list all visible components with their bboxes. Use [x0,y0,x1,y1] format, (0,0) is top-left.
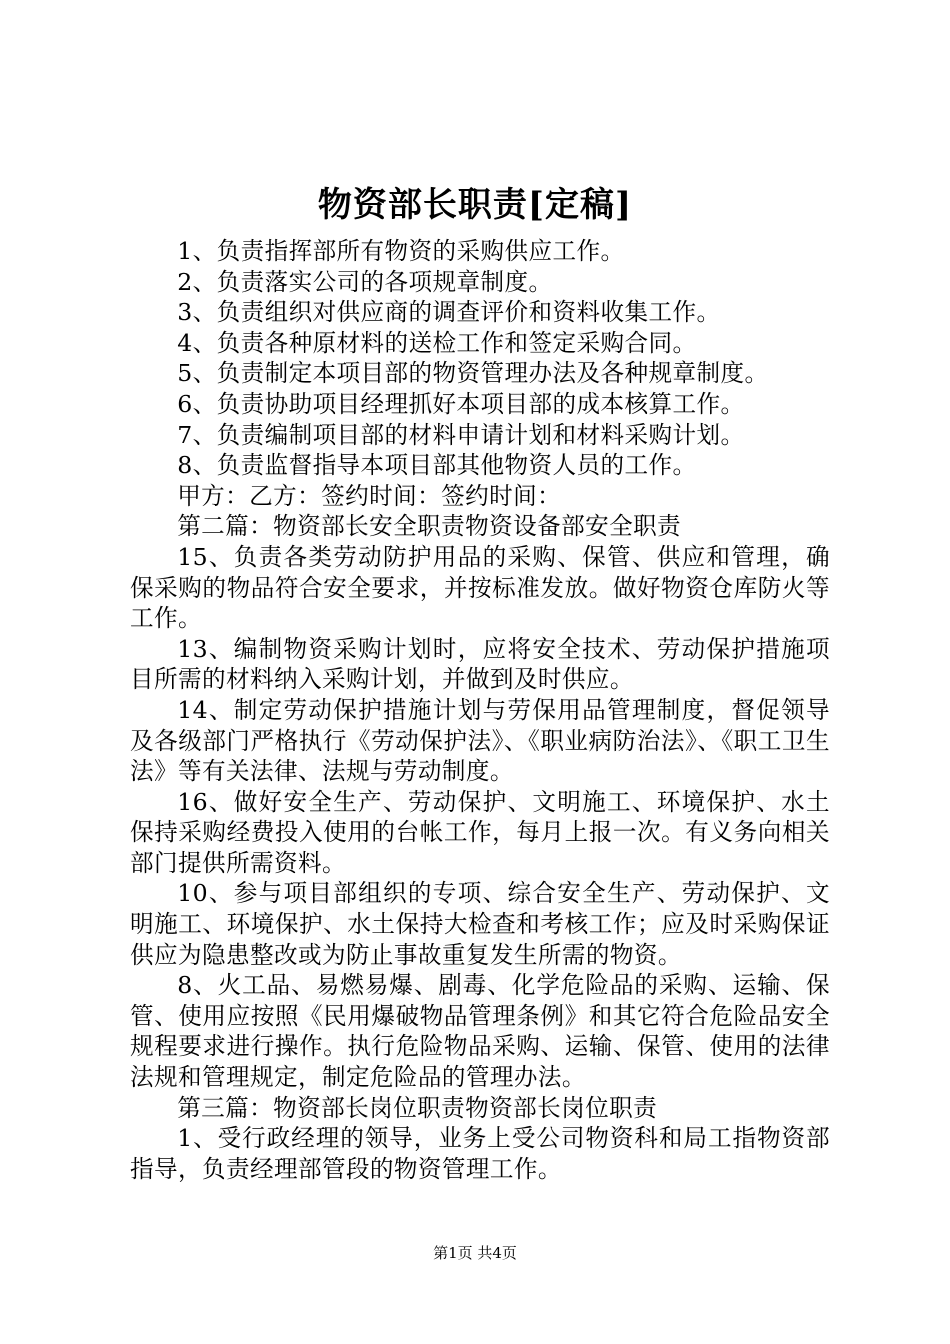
paragraph: 1、受行政经理的领导，业务上受公司物资科和局工指物资部指导，负责经理部管段的物资管理工作。 [130,1124,830,1183]
paragraph: 3、负责组织对供应商的调查评价和资料收集工作。 [177,298,721,327]
paragraph: 15、负责各类劳动防护用品的采购、保管、供应和管理，确保采购的物品符合安全要求，并按标准发放。做好物资仓库防火等工作。 [130,542,830,633]
page-title: 物资部长职责[定稿] [317,185,633,225]
paragraph: 2、负责落实公司的各项规章制度。 [177,267,553,296]
page-footer: 第1页 共4页 [433,1244,517,1262]
section-heading: 第二篇：物资部长安全职责物资设备部安全职责 [177,512,682,541]
paragraph: 8、负责监督指导本项目部其他物资人员的工作。 [177,451,697,480]
section-heading: 第三篇：物资部长岗位职责物资部长岗位职责 [177,1093,658,1122]
signature-line: 甲方：乙方：签约时间：签约时间： [177,481,562,510]
paragraph: 6、负责协助项目经理抓好本项目部的成本核算工作。 [177,389,745,418]
document-body [130,236,830,1184]
paragraph: 4、负责各种原材料的送检工作和签定采购合同。 [177,328,697,357]
paragraph: 7、负责编制项目部的材料申请计划和材料采购计划。 [177,420,745,449]
paragraph: 10、参与项目部组织的专项、综合安全生产、劳动保护、文明施工、环境保护、水土保持大检查和考核工作；应及时采购保证供应为隐患整改或为防止事故重复发生所需的物资。 [130,879,830,969]
paragraph: 1、负责指挥部所有物资的采购供应工作。 [177,237,625,265]
paragraph: 13、编制物资采购计划时，应将安全技术、劳动保护措施项目所需的材料纳入采购计划，并做到及时供应。 [130,634,830,694]
paragraph: 8、火工品、易燃易爆、剧毒、化学危险品的采购、运输、保管、使用应按照《民用爆破物品管理条例》和其它符合危险品安全规程要求进行操作。执行危险物品采购、运输、保管、使用的法律法规和管理规定，制定危险品的管理办法。 [130,971,830,1092]
paragraph: 14、制定劳动保护措施计划与劳保用品管理制度，督促领导及各级部门严格执行《劳动保护法》、《职业病防治法》、《职工卫生法》等有关法律、法规与劳动制度。 [130,695,830,786]
paragraph: 16、做好安全生产、劳动保护、文明施工、环境保护、水土保持采购经费投入使用的台帐工作，每月上报一次。有义务向相关部门提供所需资料。 [130,787,830,877]
paragraph: 5、负责制定本项目部的物资管理办法及各种规章制度。 [177,359,769,388]
